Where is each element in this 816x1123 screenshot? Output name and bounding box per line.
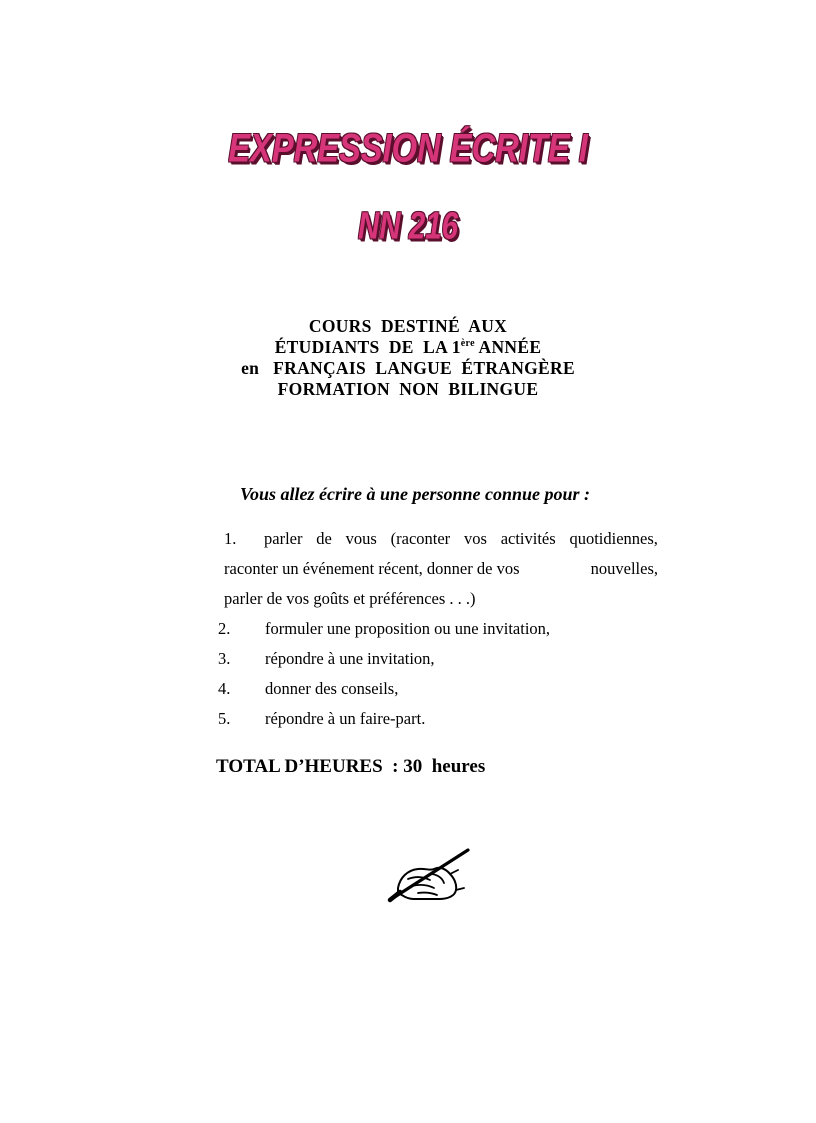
objective-text: répondre à un faire-part. [265, 709, 426, 728]
objective-item-1-word: de [316, 529, 332, 548]
objective-number: 4. [218, 679, 231, 698]
objective-text: formuler une proposition ou une invitation, [265, 619, 551, 638]
objective-item-1-line-a [224, 524, 658, 554]
course-description [0, 316, 816, 400]
course-line-3: en FRANÇAIS LANGUE ÉTRANGÈRE [241, 358, 575, 378]
objective-item-1-line-b [224, 554, 658, 584]
objective-number: 5. [218, 709, 231, 728]
objective-text: répondre à une invitation, [265, 649, 435, 668]
objectives-intro: Vous allez écrire à une personne connue pour : [240, 484, 591, 504]
objective-item-1-word: (raconter [390, 529, 451, 548]
objective-item-1 [224, 524, 658, 614]
objective-item-1-line-c [224, 584, 658, 614]
objective-item-1-word: quotidiennes, [569, 529, 658, 548]
objective-item-1-text: parler de vos goûts et préférences . . .) [224, 589, 476, 608]
objective-number: 1. [224, 529, 237, 548]
objective-item-1-text: raconter un événement récent, donner de vos [224, 559, 520, 578]
objective-item-1-word: vous [345, 529, 377, 548]
objective-item-4 [218, 674, 550, 704]
course-line-1: COURS DESTINÉ AUX [308, 316, 508, 336]
document-title: EXPRESSION ÉCRITE I [228, 126, 588, 172]
objective-number: 2. [218, 619, 231, 638]
course-line-2-suffix: ANNÉE [474, 337, 542, 357]
objective-item-5 [218, 704, 550, 734]
writing-hand-icon [384, 844, 474, 906]
objective-text: donner des conseils, [265, 679, 399, 698]
course-line-2-prefix: ÉTUDIANTS DE LA 1 [274, 337, 461, 357]
course-line-4: FORMATION NON BILINGUE [277, 379, 539, 399]
objective-item-1-word: 1. parler [224, 524, 302, 554]
total-hours: TOTAL D’HEURES : 30 heures [216, 756, 486, 777]
objective-number: 3. [218, 649, 231, 668]
objective-item-1-text: nouvelles, [590, 559, 658, 578]
objective-item-2 [218, 614, 550, 644]
course-line-2-sup: ère [460, 338, 475, 349]
objective-item-1-word: activités [500, 529, 556, 548]
course-code: NN 216 [357, 203, 459, 247]
course-line-2 [0, 337, 816, 358]
objective-item-1-word: vos [463, 529, 487, 548]
objectives-list [218, 614, 550, 734]
objective-item-3 [218, 644, 550, 674]
